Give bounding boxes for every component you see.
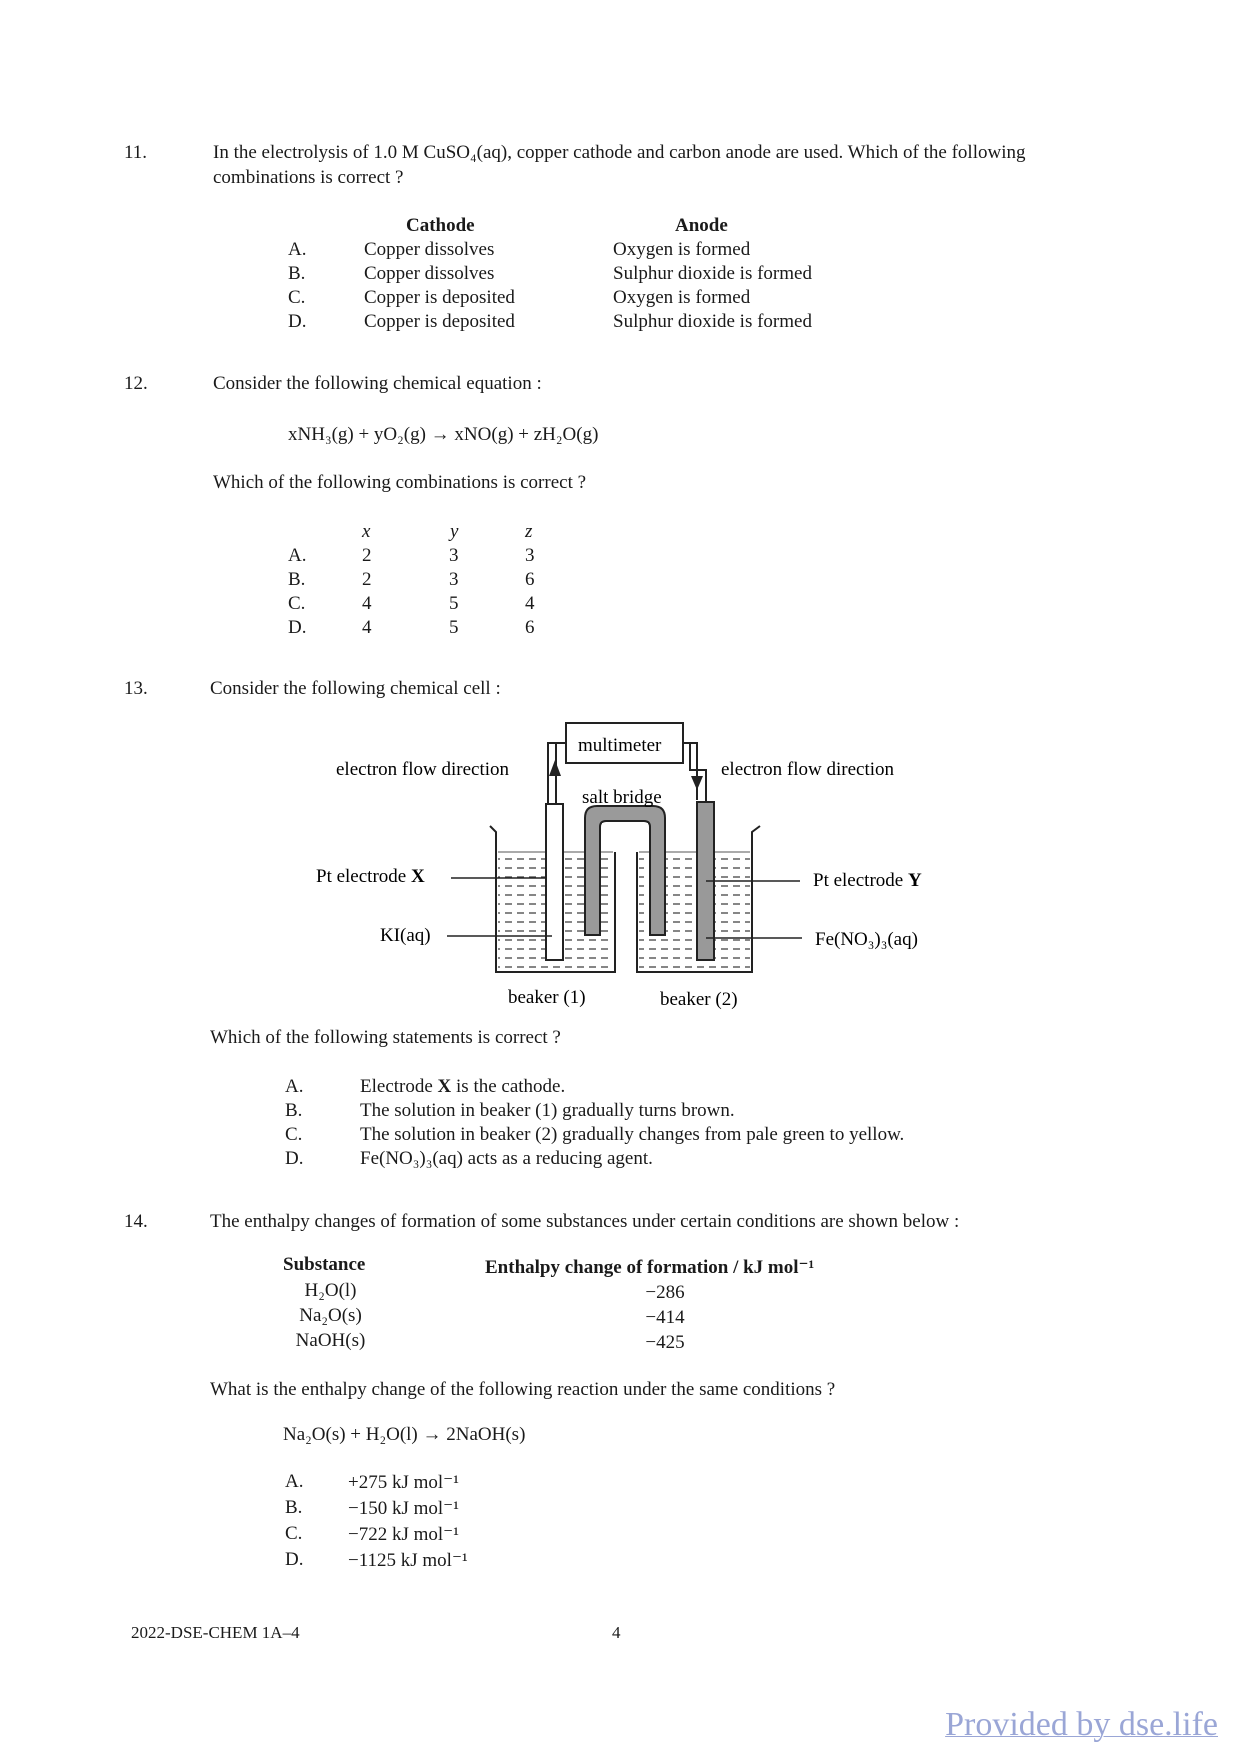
option-y: 5 [449, 617, 459, 638]
substance-cell: Na₂O(s) [299, 1305, 362, 1326]
option-text: The solution in beaker (2) gradually changes from pale green to yellow. [360, 1124, 905, 1145]
option-z: 3 [525, 545, 535, 566]
option-text: −1125 kJ mol⁻¹ [348, 1550, 468, 1571]
option-text: The solution in beaker (1) gradually turns brown. [360, 1100, 735, 1121]
chemical-equation: xNH₃(g) + yO₂(g) → xNO(g) + zH₂O(g) [288, 424, 599, 445]
substance-cell: H₂O(l) [304, 1280, 357, 1301]
question-stem: Consider the following chemical cell : [210, 678, 501, 699]
question-number: 14. [124, 1211, 148, 1232]
salt-bridge-label: salt bridge [582, 787, 662, 808]
paper-code: 2022-DSE-CHEM 1A–4 [131, 1623, 300, 1642]
arrow-down-icon [691, 776, 703, 790]
electron-flow-right-label: electron flow direction [721, 759, 895, 780]
option-x: 2 [362, 545, 372, 566]
question-number: 12. [124, 373, 148, 394]
solution-left-label: KI(aq) [380, 925, 431, 946]
option-cathode: Copper dissolves [364, 239, 495, 260]
watermark-link[interactable]: Provided by dse.life [945, 1706, 1218, 1743]
question-stem: Consider the following chemical equation : [213, 373, 542, 394]
option-text: Fe(NO₃)₃(aq) acts as a reducing agent. [360, 1148, 653, 1169]
option-anode: Sulphur dioxide is formed [613, 311, 812, 332]
header-substance: Substance [283, 1254, 366, 1275]
header-anode: Anode [675, 215, 728, 236]
question-stem-cont: combinations is correct ? [213, 167, 404, 188]
option-cathode: Copper is deposited [364, 287, 515, 308]
option-x: 4 [362, 617, 372, 638]
option-letter: A. [288, 239, 307, 260]
option-letter: D. [288, 311, 307, 332]
option-cathode: Copper is deposited [364, 311, 515, 332]
option-letter: C. [285, 1124, 303, 1145]
arrow-up-icon [549, 760, 561, 776]
question-prompt: What is the enthalpy change of the following reaction under the same conditions ? [210, 1379, 836, 1400]
electrode-x-label: Pt electrode X [316, 866, 425, 887]
question-prompt: Which of the following statements is correct ? [210, 1027, 561, 1048]
question-stem: The enthalpy changes of formation of some substances under certain conditions are shown below : [210, 1211, 960, 1232]
option-cathode: Copper dissolves [364, 263, 495, 284]
electrode-y-label: Pt electrode Y [813, 870, 922, 891]
option-letter: B. [285, 1100, 303, 1121]
option-letter: A. [285, 1076, 304, 1097]
header-x: x [362, 521, 371, 542]
multimeter-label: multimeter [578, 735, 662, 756]
option-letter: A. [288, 545, 307, 566]
header-y: y [450, 521, 459, 542]
option-y: 3 [449, 569, 459, 590]
beaker-2-label: beaker (2) [660, 989, 738, 1010]
option-x: 4 [362, 593, 372, 614]
option-letter: C. [288, 593, 306, 614]
question-number: 13. [124, 678, 148, 699]
value-cell: −425 [645, 1332, 685, 1353]
header-z: z [525, 521, 533, 542]
page-number: 4 [612, 1623, 621, 1642]
option-letter: C. [288, 287, 306, 308]
option-z: 4 [525, 593, 535, 614]
question-stem: In the electrolysis of 1.0 M CuSO₄(aq), copper cathode and carbon anode are used. Which of the following [213, 142, 1026, 163]
option-letter: A. [285, 1471, 304, 1492]
value-cell: −414 [645, 1307, 685, 1328]
option-anode: Oxygen is formed [613, 287, 751, 308]
reaction-equation: Na₂O(s) + H₂O(l) → 2NaOH(s) [283, 1424, 526, 1445]
option-text: −722 kJ mol⁻¹ [348, 1524, 459, 1545]
question-number: 11. [124, 142, 148, 163]
header-cathode: Cathode [406, 215, 475, 236]
option-letter: B. [288, 263, 306, 284]
option-letter: B. [285, 1497, 303, 1518]
option-letter: D. [285, 1148, 304, 1169]
option-anode: Oxygen is formed [613, 239, 751, 260]
option-text: −150 kJ mol⁻¹ [348, 1498, 459, 1519]
option-y: 5 [449, 593, 459, 614]
option-letter: D. [285, 1549, 304, 1570]
option-z: 6 [525, 617, 535, 638]
option-letter: C. [285, 1523, 303, 1544]
option-y: 3 [449, 545, 459, 566]
header-enthalpy: Enthalpy change of formation / kJ mol⁻¹ [485, 1257, 815, 1278]
option-letter: B. [288, 569, 306, 590]
beaker-1-label: beaker (1) [508, 987, 586, 1008]
option-text: Electrode X is the cathode. [360, 1076, 566, 1097]
option-anode: Sulphur dioxide is formed [613, 263, 812, 284]
value-cell: −286 [645, 1282, 685, 1303]
solution-right-label: Fe(NO₃)₃(aq) [815, 929, 918, 950]
substance-cell: NaOH(s) [295, 1330, 366, 1351]
electron-flow-left-label: electron flow direction [336, 759, 510, 780]
option-letter: D. [288, 617, 307, 638]
option-text: +275 kJ mol⁻¹ [348, 1472, 459, 1493]
option-z: 6 [525, 569, 535, 590]
question-prompt: Which of the following combinations is correct ? [213, 472, 587, 493]
option-x: 2 [362, 569, 372, 590]
